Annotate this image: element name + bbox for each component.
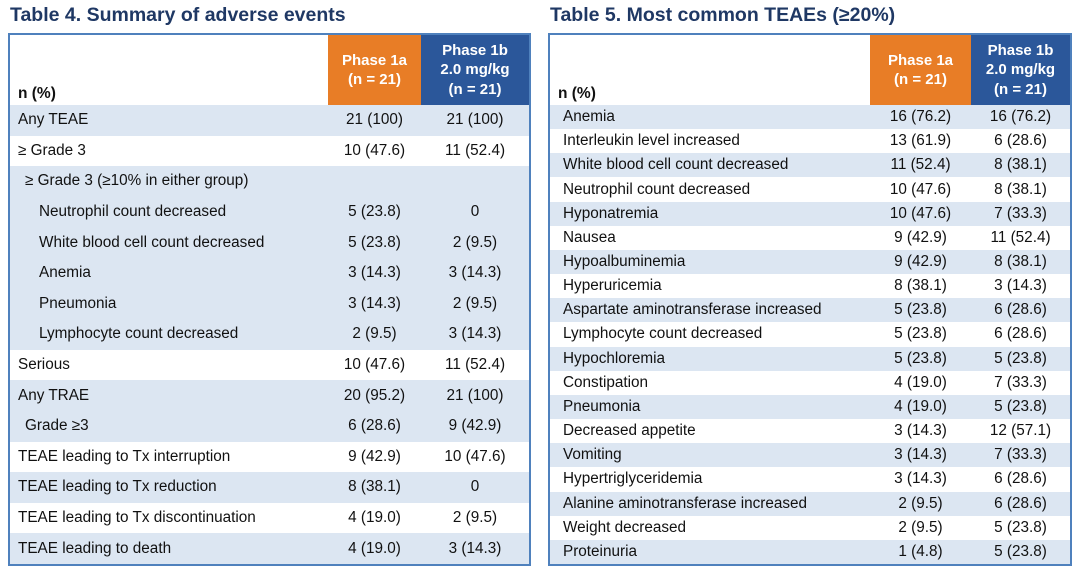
- table-row: [10, 258, 529, 289]
- phase1a-value: 10 (47.6): [343, 356, 406, 374]
- phase1b-value: 2 (9.5): [452, 233, 498, 251]
- table-row: [10, 442, 529, 473]
- phase1b-value: 21 (100): [446, 386, 504, 404]
- phase1b-value: 2 (9.5): [452, 509, 498, 527]
- table-row: [10, 350, 529, 381]
- phase1a-value: 3 (14.3): [894, 422, 947, 440]
- phase1b-value: 11 (52.4): [990, 228, 1051, 246]
- table-row: [10, 533, 529, 564]
- table5-phase1a-column-header: Phase 1a (n = 21): [870, 35, 971, 105]
- table5-title: Table 5. Most common TEAEs (≥20%): [550, 4, 896, 26]
- table4-section: [8, 4, 531, 566]
- table-row: [550, 516, 1070, 540]
- phase1b-value: 6 (28.6): [994, 470, 1047, 488]
- table4-phase1a-column-header: Phase 1a (n = 21): [328, 35, 421, 105]
- phase1b-value: 2 (9.5): [452, 294, 498, 312]
- phase1b-value: 3 (14.3): [448, 325, 502, 343]
- phase1a-value: 11 (52.4): [890, 156, 951, 174]
- row-label: Hypochloremia: [563, 349, 666, 367]
- table-row: [550, 129, 1070, 153]
- row-label: Nausea: [563, 228, 616, 246]
- row-label: Decreased appetite: [563, 422, 696, 440]
- row-label: White blood cell count decreased: [39, 233, 265, 251]
- phase1b-value: 11 (52.4): [444, 356, 506, 374]
- table4-body: [10, 105, 529, 564]
- row-label: TEAE leading to Tx interruption: [18, 447, 231, 465]
- table5-section: [548, 4, 1072, 566]
- table-row: [10, 472, 529, 503]
- row-label: Interleukin level increased: [563, 132, 740, 150]
- table-row: [550, 347, 1070, 371]
- phase1b-value: 6 (28.6): [994, 325, 1047, 343]
- row-label: Pneumonia: [563, 397, 641, 415]
- table-row: [550, 540, 1070, 564]
- phase1a-value: 8 (38.1): [894, 277, 947, 295]
- phase1a-value: 9 (42.9): [894, 228, 947, 246]
- row-label: Weight decreased: [563, 518, 687, 536]
- phase1b-value: 7 (33.3): [994, 446, 1047, 464]
- table-row: [550, 443, 1070, 467]
- table-row: [550, 492, 1070, 516]
- table-row: [10, 136, 529, 167]
- table-row: [10, 289, 529, 320]
- phase1b-value: 10 (47.6): [444, 447, 506, 465]
- phase1a-value: 3 (14.3): [894, 470, 947, 488]
- row-label: ≥ Grade 3 (≥10% in either group): [25, 172, 249, 190]
- row-label: Aspartate aminotransferase increased: [563, 301, 822, 319]
- row-label: Alanine aminotransferase increased: [563, 494, 808, 512]
- row-label: Any TRAE: [18, 386, 90, 404]
- table-row: [550, 467, 1070, 491]
- phase1a-value: 9 (42.9): [348, 447, 401, 465]
- table-row: [10, 105, 529, 136]
- row-label: Anemia: [39, 264, 91, 282]
- phase1b-value: 3 (14.3): [448, 264, 502, 282]
- phase1b-value: 16 (76.2): [989, 108, 1052, 126]
- phase1a-value: 20 (95.2): [343, 386, 406, 404]
- table-row: [550, 419, 1070, 443]
- phase1b-value: 12 (57.1): [989, 422, 1052, 440]
- phase1b-value: 21 (100): [446, 111, 504, 129]
- table-row: [550, 322, 1070, 346]
- phase1a-value: 10 (47.6): [343, 141, 406, 159]
- phase1a-value: 9 (42.9): [894, 253, 947, 271]
- table-row: [550, 177, 1070, 201]
- phase1b-value: 0: [470, 478, 480, 496]
- phase1a-value: 5 (23.8): [348, 203, 401, 221]
- phase1a-value: 4 (19.0): [894, 397, 947, 415]
- phase1a-value: 2 (9.5): [898, 494, 943, 512]
- phase1b-value: 5 (23.8): [994, 518, 1047, 536]
- phase1a-value: 21 (100): [346, 111, 403, 129]
- row-label: Hypertriglyceridemia: [563, 470, 703, 488]
- phase1a-value: 13 (61.9): [889, 132, 952, 150]
- phase1a-value: 3 (14.3): [348, 264, 401, 282]
- table5: [548, 33, 1072, 566]
- phase1a-value: 2 (9.5): [352, 325, 397, 343]
- table-row: [550, 226, 1070, 250]
- table-row: [10, 197, 529, 228]
- phase1a-value: 3 (14.3): [348, 294, 401, 312]
- table-row: [550, 371, 1070, 395]
- phase1a-value: 4 (19.0): [348, 509, 401, 527]
- phase1b-value: 0: [470, 203, 480, 221]
- row-label: Lymphocyte count decreased: [563, 325, 763, 343]
- phase1b-value: 6 (28.6): [994, 301, 1047, 319]
- phase1a-value: 16 (76.2): [889, 108, 952, 126]
- phase1a-value: 4 (19.0): [894, 373, 947, 391]
- row-label: Anemia: [563, 108, 615, 126]
- phase1b-value: 5 (23.8): [994, 349, 1047, 367]
- row-label: Proteinuria: [563, 542, 637, 560]
- row-label: Neutrophil count decreased: [563, 180, 751, 198]
- table-row: [10, 503, 529, 534]
- table5-npct-label: n (%): [550, 35, 870, 105]
- table4-phase1b-column-header: Phase 1b 2.0 mg/kg (n = 21): [421, 35, 529, 105]
- table-row: [550, 395, 1070, 419]
- phase1a-value: 4 (19.0): [348, 539, 401, 557]
- phase1b-value: 5 (23.8): [994, 397, 1047, 415]
- phase1a-value: 6 (28.6): [348, 417, 401, 435]
- phase1a-value: 2 (9.5): [898, 518, 943, 536]
- row-label: Any TEAE: [18, 111, 89, 129]
- phase1a-value: 10 (47.6): [889, 204, 952, 222]
- phase1a-value: 5 (23.8): [348, 233, 401, 251]
- table-row: [10, 166, 529, 197]
- table-row: [10, 319, 529, 350]
- row-label: Serious: [18, 356, 70, 374]
- phase1a-value: 1 (4.8): [898, 542, 943, 560]
- phase1a-value: 5 (23.8): [894, 325, 947, 343]
- row-label: ≥ Grade 3: [18, 141, 86, 159]
- phase1b-value: 8 (38.1): [994, 253, 1047, 271]
- phase1a-value: 3 (14.3): [894, 446, 947, 464]
- table-row: [550, 153, 1070, 177]
- table4-title: Table 4. Summary of adverse events: [10, 4, 346, 26]
- phase1a-value: 10 (47.6): [889, 180, 952, 198]
- table-row: [10, 380, 529, 411]
- phase1b-value: 7 (33.3): [994, 373, 1047, 391]
- row-label: Lymphocyte count decreased: [39, 325, 239, 343]
- phase1b-value: 8 (38.1): [994, 180, 1047, 198]
- phase1a-value: 5 (23.8): [894, 301, 947, 319]
- phase1b-value: 3 (14.3): [448, 539, 502, 557]
- table-row: [10, 411, 529, 442]
- row-label: TEAE leading to death: [18, 539, 172, 557]
- phase1b-value: 7 (33.3): [994, 204, 1047, 222]
- row-label: Neutrophil count decreased: [39, 203, 227, 221]
- row-label: Hyperuricemia: [563, 277, 662, 295]
- phase1b-value: 11 (52.4): [444, 141, 506, 159]
- table-row: [550, 250, 1070, 274]
- row-label: TEAE leading to Tx reduction: [18, 478, 217, 496]
- table-row: [550, 274, 1070, 298]
- row-label: Constipation: [563, 373, 649, 391]
- phase1b-value: 8 (38.1): [994, 156, 1047, 174]
- table4: [8, 33, 531, 566]
- table4-header-row: [10, 35, 529, 105]
- phase1b-value: 6 (28.6): [994, 494, 1047, 512]
- row-label: Hyponatremia: [563, 204, 659, 222]
- row-label: Grade ≥3: [25, 417, 89, 435]
- table-row: [10, 227, 529, 258]
- phase1b-value: 5 (23.8): [994, 542, 1047, 560]
- table5-phase1b-column-header: Phase 1b 2.0 mg/kg (n = 21): [971, 35, 1070, 105]
- table4-npct-label: n (%): [10, 35, 328, 105]
- row-label: Vomiting: [563, 446, 622, 464]
- table5-body: [550, 105, 1070, 564]
- row-label: White blood cell count decreased: [563, 156, 789, 174]
- phase1b-value: 3 (14.3): [994, 277, 1047, 295]
- phase1a-value: 8 (38.1): [348, 478, 401, 496]
- phase1b-value: 6 (28.6): [994, 132, 1047, 150]
- row-label: Hypoalbuminemia: [563, 253, 686, 271]
- row-label: Pneumonia: [39, 294, 117, 312]
- table-row: [550, 105, 1070, 129]
- row-label: TEAE leading to Tx discontinuation: [18, 509, 256, 527]
- phase1a-value: 5 (23.8): [894, 349, 947, 367]
- phase1b-value: 9 (42.9): [448, 417, 502, 435]
- table-row: [550, 298, 1070, 322]
- table-row: [550, 202, 1070, 226]
- table5-header-row: [550, 35, 1070, 105]
